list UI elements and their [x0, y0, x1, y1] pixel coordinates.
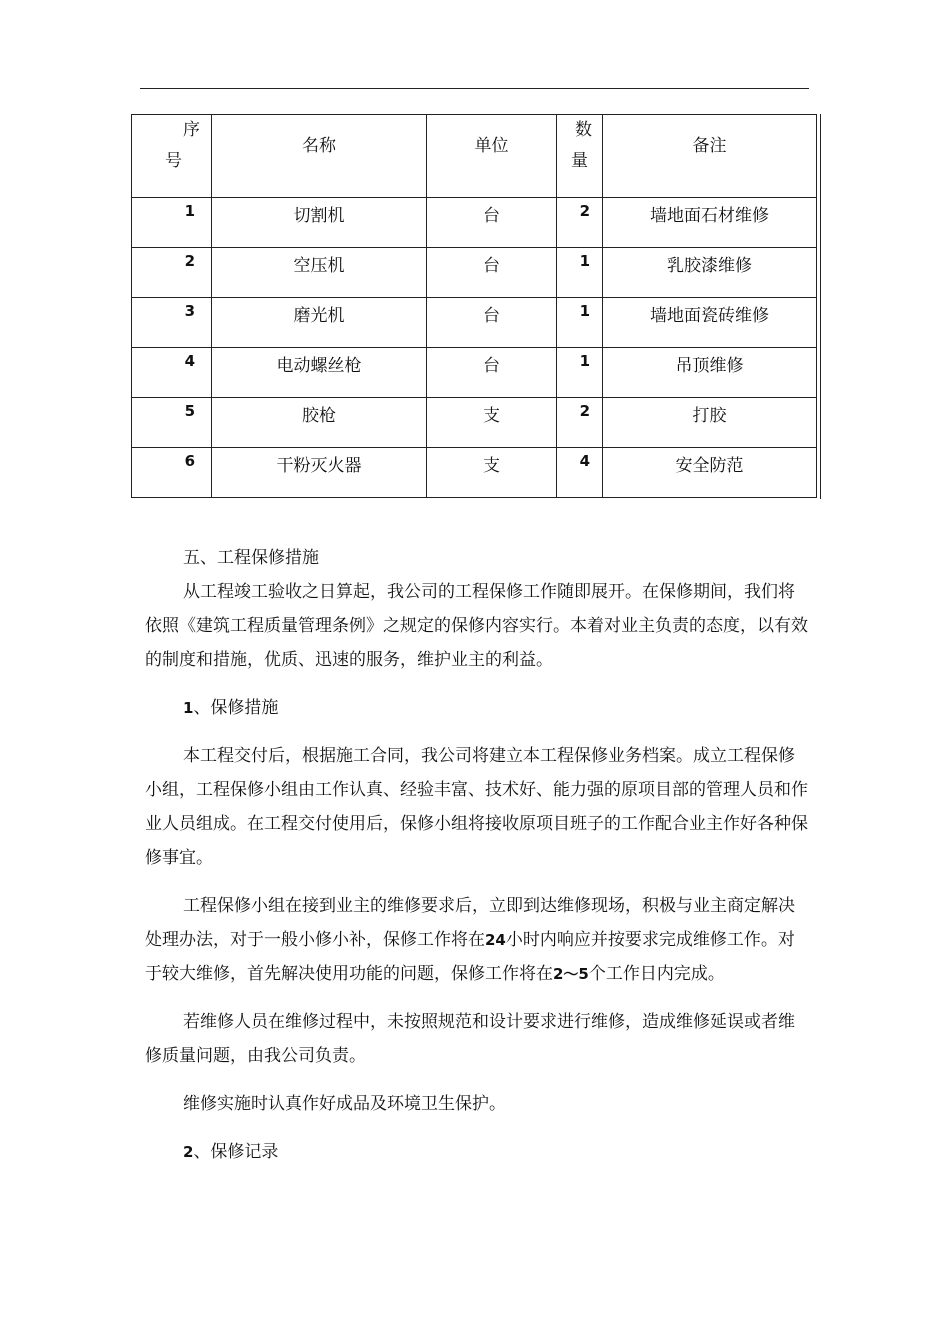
table-row: [132, 398, 817, 448]
row-name: 胶枪: [302, 406, 336, 426]
equipment-table: [131, 114, 817, 498]
header-seq: 序 号: [132, 115, 212, 198]
row-qty: 2: [579, 402, 590, 420]
row-qty: 1: [579, 302, 590, 320]
table-row: [132, 348, 817, 398]
header-unit: 单位: [427, 115, 557, 198]
row-note: 乳胶漆维修: [667, 256, 752, 276]
row-name: 干粉灭火器: [276, 456, 362, 476]
table-row: [132, 248, 817, 298]
header-note: 备注: [603, 115, 817, 198]
table-header-row: [132, 115, 817, 198]
subsection-heading-1: 1、保修措施: [183, 698, 279, 718]
row-unit: 台: [483, 206, 500, 226]
row-note: 墙地面瓷砖维修: [650, 306, 769, 326]
row-qty: 2: [579, 202, 590, 220]
table-row: [132, 448, 817, 498]
row-seq: 3: [184, 302, 195, 320]
header-name: 名称: [212, 115, 427, 198]
row-name: 空压机: [293, 256, 345, 276]
row-seq: 2: [184, 252, 195, 270]
row-unit: 台: [483, 356, 500, 376]
row-unit: 支: [483, 406, 500, 426]
section-title: 五、工程保修措施: [183, 548, 319, 568]
subsection-heading-2: 2、保修记录: [183, 1142, 279, 1162]
row-seq: 4: [184, 352, 195, 370]
paragraph: 维修实施时认真作好成品及环境卫生保护。: [183, 1094, 506, 1114]
row-qty: 4: [579, 452, 590, 470]
row-note: 打胶: [692, 406, 727, 426]
header-qty: 数 量: [557, 115, 603, 198]
row-unit: 支: [483, 456, 500, 476]
row-name: 电动螺丝枪: [276, 356, 362, 376]
row-note: 安全防范: [675, 456, 744, 476]
row-note: 墙地面石材维修: [650, 206, 769, 226]
row-seq: 6: [184, 452, 195, 470]
paragraph: 工程保修小组在接到业主的维修要求后，立即到达维修现场，积极与业主商定解决处理办法，对于一般小修小补，保修工作将在24小时内响应并按要求完成维修工作。对于较大维修，首先解决使用功能的问题，保修工作将在2～5个工作日内完成。: [145, 896, 795, 984]
header-rule: [140, 88, 809, 89]
paragraph: 本工程交付后，根据施工合同，我公司将建立本工程保修业务档案。成立工程保修小组，工程保修小组由工作认真、经验丰富、技术好、能力强的原项目部的管理人员和作业人员组成。在工程交付使用后，保修小组将接收原项目班子的工作配合业主作好各种保修事宜。: [145, 746, 808, 868]
row-name: 磨光机: [293, 306, 345, 326]
row-unit: 台: [483, 306, 500, 326]
row-name: 切割机: [293, 206, 345, 226]
table-row: [132, 198, 817, 248]
row-seq: 5: [184, 402, 195, 420]
row-qty: 1: [579, 252, 590, 270]
row-seq: 1: [184, 202, 195, 220]
row-unit: 台: [483, 256, 500, 276]
row-note: 吊顶维修: [675, 356, 744, 376]
document-body: [145, 541, 810, 1169]
table-row: [132, 298, 817, 348]
row-qty: 1: [579, 352, 590, 370]
paragraph-intro: 从工程竣工验收之日算起，我公司的工程保修工作随即展开。在保修期间，我们将依照《建筑工程质量管理条例》之规定的保修内容实行。本着对业主负责的态度，以有效的制度和措施，优质、迅速的服务，维护业主的利益。: [145, 582, 808, 670]
paragraph: 若维修人员在维修过程中，未按照规范和设计要求进行维修，造成维修延误或者维修质量问题，由我公司负责。: [145, 1012, 795, 1066]
table-right-edge: [820, 114, 821, 499]
